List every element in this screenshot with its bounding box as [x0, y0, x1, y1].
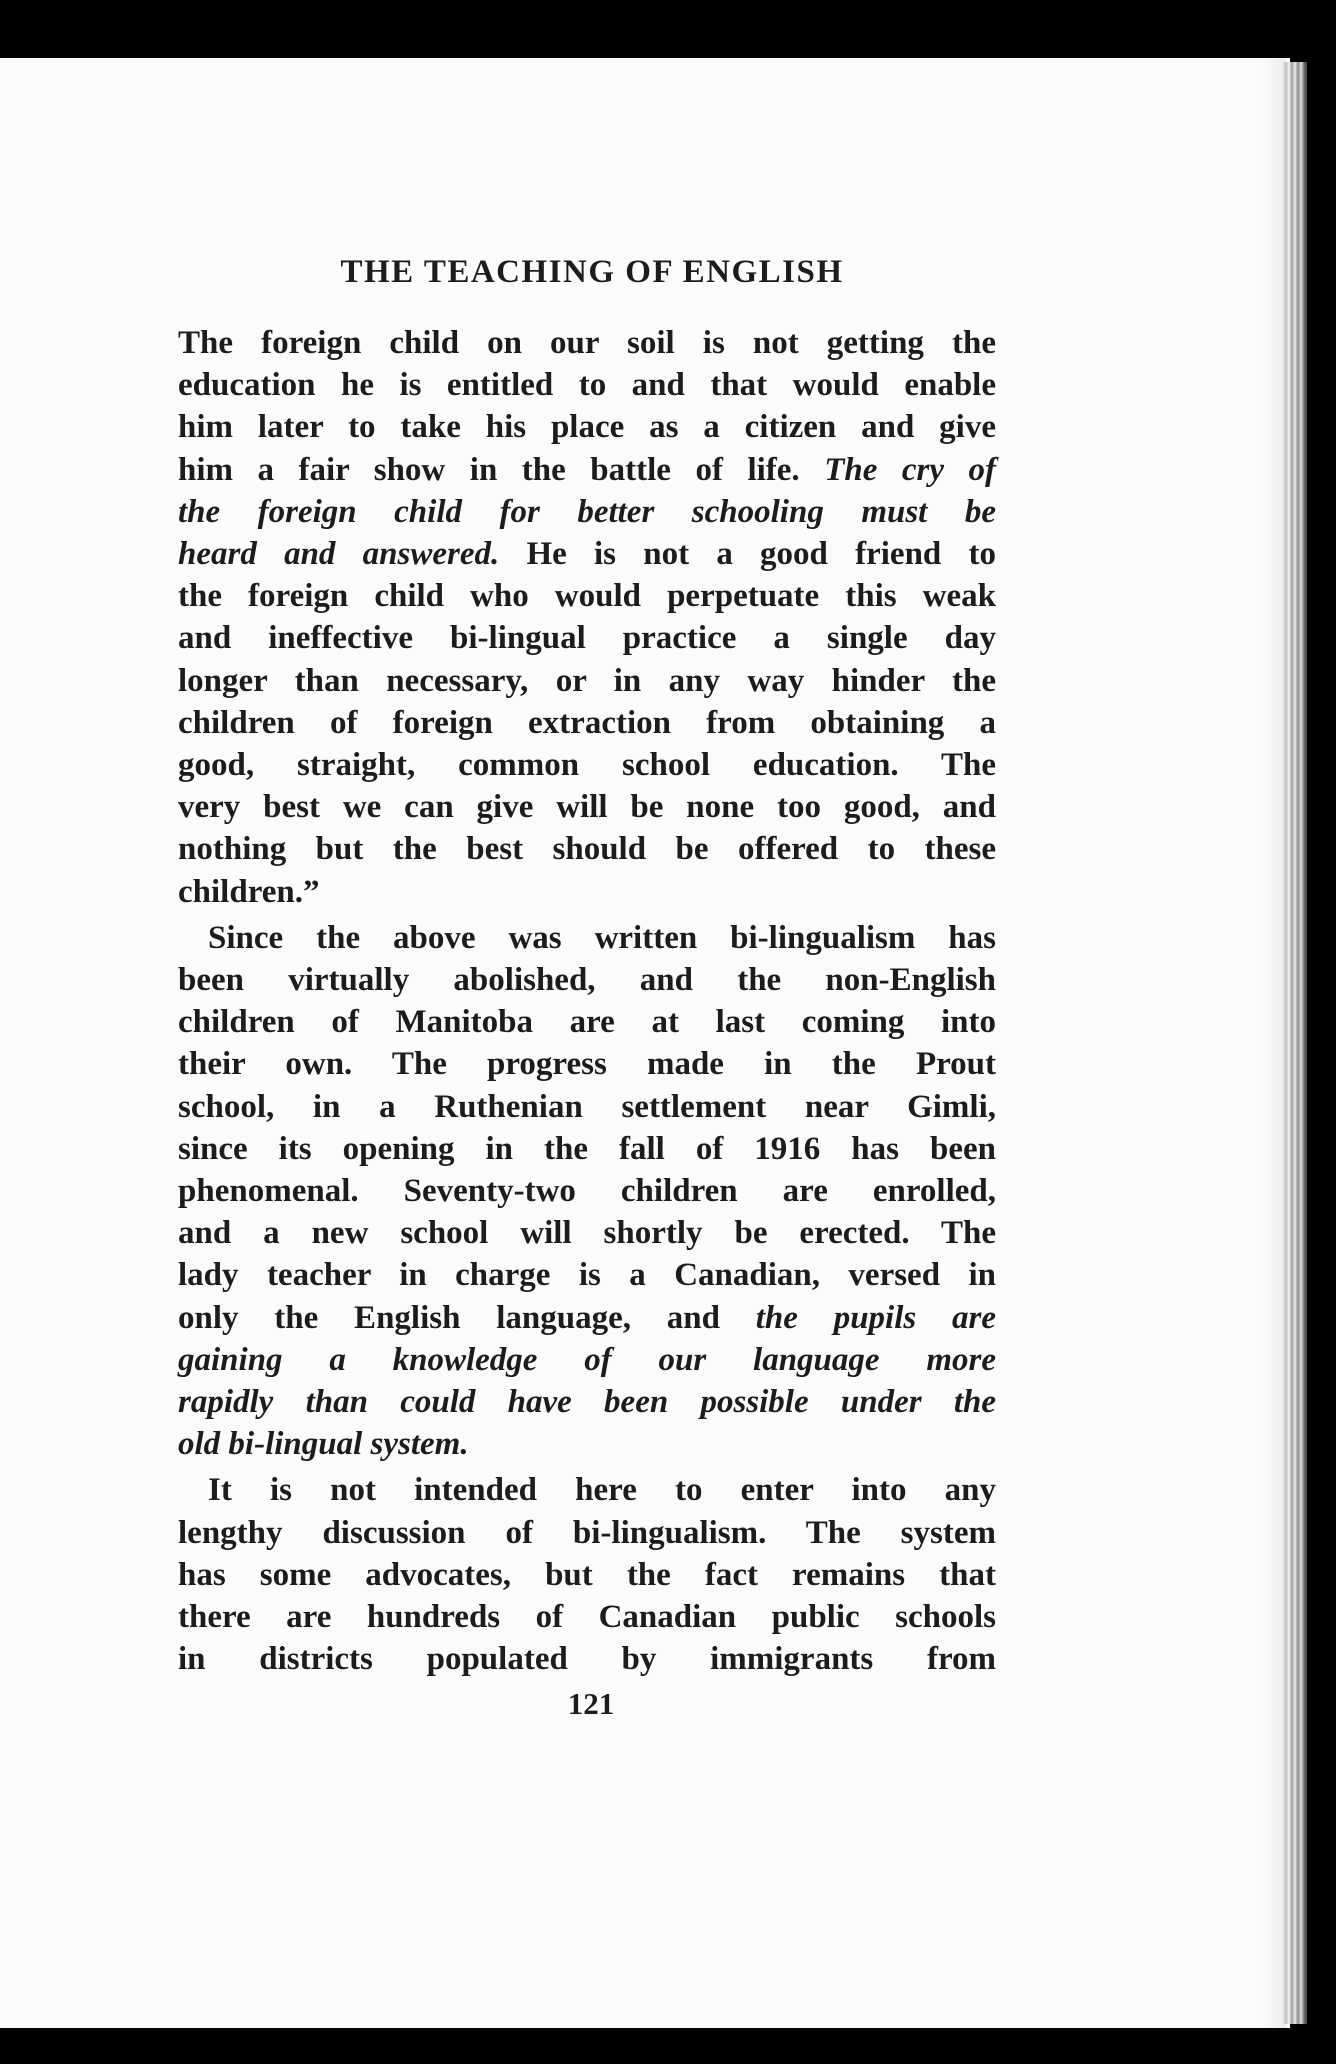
- text-run: education he is entitled to and that would enable: [178, 367, 996, 404]
- text-line: [178, 1596, 996, 1638]
- text-run: good, straight, common school education. The: [178, 747, 996, 784]
- text-run: in districts populated by immigrants from: [178, 1641, 996, 1678]
- text-run: very best we can give will be none too good, and: [178, 789, 996, 826]
- text-run: school, in a Ruthenian settlement near Gimli,: [178, 1088, 996, 1125]
- text-run: and a new school will shortly be erected. The: [178, 1215, 996, 1252]
- italic-text: The cry of: [824, 451, 996, 488]
- text-line: [178, 660, 996, 702]
- text-run: has some advocates, but the fact remains that: [178, 1556, 996, 1593]
- text-run: children of Manitoba are at last coming into: [178, 1004, 996, 1041]
- text-line: [178, 744, 996, 786]
- text-run: and ineffective bi-lingual practice a single day: [178, 620, 996, 657]
- text-run: He is not a good friend to: [499, 536, 996, 573]
- text-run: longer than necessary, or in any way hinder the: [178, 662, 996, 699]
- text-line: [178, 1339, 996, 1381]
- text-line: [178, 449, 996, 491]
- text-run: lady teacher in charge is a Canadian, versed in: [178, 1257, 996, 1294]
- text-block: [178, 252, 996, 1723]
- text-line: [178, 491, 996, 533]
- text-line: [178, 1554, 996, 1596]
- text-line: [178, 1469, 996, 1511]
- body-text: [178, 322, 996, 1681]
- text-run: It is not intended here to enter into any: [208, 1472, 996, 1509]
- page-number: 121: [567, 1685, 615, 1721]
- text-line: [178, 1212, 996, 1254]
- text-run: children.”: [178, 873, 320, 910]
- text-run: lengthy discussion of bi-lingualism. The system: [178, 1514, 996, 1551]
- text-line: [178, 959, 996, 1001]
- italic-text: rapidly than could have been possible under the: [178, 1384, 996, 1421]
- text-line: [178, 533, 996, 575]
- text-line: [178, 786, 996, 828]
- italic-text: gaining a knowledge of our language more: [178, 1341, 996, 1378]
- text-run: there are hundreds of Canadian public schools: [178, 1599, 996, 1636]
- text-run: since its opening in the fall of 1916 has been: [178, 1130, 996, 1167]
- text-line: [178, 1170, 996, 1212]
- text-line: [178, 617, 996, 659]
- text-line: [178, 575, 996, 617]
- text-line: [178, 1381, 996, 1423]
- text-line: [178, 702, 996, 744]
- italic-text: old bi-lingual system.: [178, 1426, 469, 1463]
- text-line: [178, 1128, 996, 1170]
- text-run: only the English language, and: [178, 1299, 756, 1336]
- text-line: [178, 406, 996, 448]
- text-run: nothing but the best should be offered to these: [178, 831, 996, 868]
- text-line: [178, 1512, 996, 1554]
- text-run: their own. The progress made in the Prout: [178, 1046, 996, 1083]
- text-run: phenomenal. Seventy-two children are enrolled,: [178, 1173, 996, 1210]
- text-run: him a fair show in the battle of life.: [178, 451, 825, 488]
- text-line: [178, 1297, 996, 1339]
- italic-text: heard and answered.: [178, 536, 500, 573]
- text-line: [178, 1638, 996, 1680]
- text-line: [178, 1001, 996, 1043]
- text-line: [178, 1423, 996, 1465]
- text-line: [178, 1086, 996, 1128]
- text-line: [178, 871, 996, 913]
- text-line: [178, 322, 996, 364]
- text-run: been virtually abolished, and the non-English: [178, 962, 996, 999]
- text-run: children of foreign extraction from obtaining a: [178, 704, 996, 741]
- text-line: [178, 364, 996, 406]
- text-line: [178, 917, 996, 959]
- text-run: Since the above was written bi-lingualism has: [208, 919, 996, 956]
- italic-text: the foreign child for better schooling must be: [178, 493, 996, 530]
- text-run: The foreign child on our soil is not getting the: [178, 325, 996, 361]
- text-line: [178, 1043, 996, 1085]
- text-run: the foreign child who would perpetuate this weak: [178, 578, 996, 615]
- text-line: [178, 828, 996, 870]
- text-line: [178, 1254, 996, 1296]
- book-page-edges: [1283, 62, 1307, 2024]
- text-run: him later to take his place as a citizen and give: [178, 409, 996, 446]
- italic-text: the pupils are: [755, 1299, 996, 1336]
- running-head: THE TEACHING OF ENGLISH: [340, 254, 844, 290]
